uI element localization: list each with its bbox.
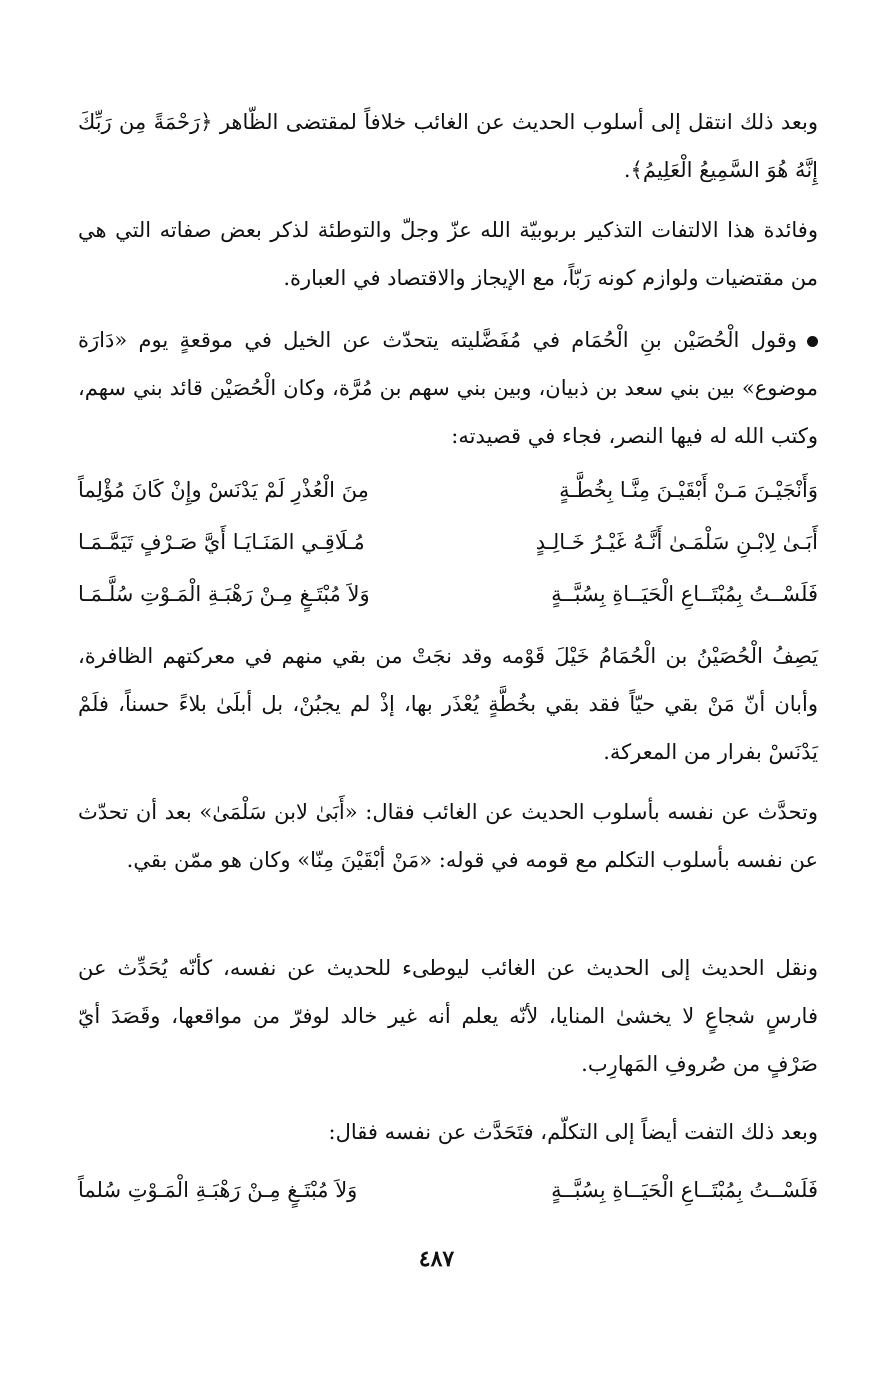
verse-1-second-hemistich: مِنَ الْعُذْرِ لَمْ يَدْنَسْ وإِنْ كَانَ مُؤْلِماً [78, 478, 369, 502]
verse-line-2 [78, 518, 818, 566]
paragraph-2: وفائدة هذا الالتفات التذكير بربوبيّة الله عزّ وجلّ والتوطئة لذكر بعض صفاته التي هي من مقتضيات ولوازم كونه رَبّاً، مع الإيجاز والاقتصاد في العبارة. [78, 218, 818, 290]
paragraph-3 [78, 316, 818, 460]
verse-3-second-hemistich: وَلاَ مُبْتَـغٍ مِـنْ رَهْبَـةِ الْمَـوْتِ سُلَّـمَـا [78, 582, 370, 606]
paragraph-5: وتحدَّث عن نفسه بأسلوب الحديث عن الغائب فقال: «أَبَىٰ لابن سَلْمَىٰ» بعد أن تحدّث عن نفسه بأسلوب التكلم مع قومه في قوله: «مَنْ أبْقَيْنَ مِنّا» وكان هو ممّن بقي. [78, 800, 818, 872]
final-verse-second-hemistich: وَلاَ مُبْتَـغٍ مِـنْ رَهْبَـةِ الْمَـوْتِ سُلماً [78, 1178, 358, 1202]
verse-3-first-hemistich: فَلَسْــتُ بِمُبْتَــاعِ الْحَيَــاةِ بِسُبَّــةٍ [551, 582, 818, 606]
verse-2-second-hemistich: مُـلَاقِـي المَنَـايَـا أَيَّ صَـرْفٍ تَيَمَّـمَـا [78, 530, 365, 554]
verse-line-1 [78, 466, 818, 514]
page-number: ٤٨٧ [418, 1246, 455, 1272]
verse-line-3 [78, 570, 818, 618]
bullet-icon [807, 336, 818, 347]
verse-1-first-hemistich: وَأَنْجَيْـنَ مَـنْ أَبْقَيْـنَ مِنَّـا بِخُطَّـةٍ [559, 478, 818, 502]
verse-line-final [78, 1166, 818, 1214]
paragraph-3-text: وقول الْحُصَيْن بنِ الْحُمَام في مُفَضَّليته يتحدّث عن الخيل في موقعةٍ يوم «دَارَة موضوع» بين بني سعد بن ذبيان، وبين بني سهم بن مُرَّة، وكان الْحُصَيْن قائد بني سهم، وكتب الله له فيها النصر، فجاء في قصيدته: [78, 328, 818, 448]
verse-2-first-hemistich: أَبَـىٰ لِابْـنِ سَلْمَـىٰ أَنَّـهُ غَيْـرُ خَـالِـدٍ [535, 530, 818, 554]
final-verse-first-hemistich: فَلَسْــتُ بِمُبْتَــاعِ الْحَيَــاةِ بِسُبَّــةٍ [551, 1178, 818, 1202]
paragraph-1: وبعد ذلك انتقل إلى أسلوب الحديث عن الغائب خلافاً لمقتضى الظّاهر ﴿رَحْمَةً مِن رَبِّكَ إِنَّهُ هُوَ السَّمِيعُ الْعَلِيمُ﴾. [78, 110, 818, 182]
paragraph-7: وبعد ذلك التفت أيضاً إلى التكلّم، فتَحَدَّث عن نفسه فقال: [328, 1120, 818, 1144]
paragraph-4: يَصِفُ الْحُصَيْنُ بن الْحُمَامُ خَيْلَ قَوْمه وقد نجَتْ من بقي منهم في معركتهم الظافرة، وأبان أنّ مَنْ بقي حيّاً فقد بقي بخُطَّةٍ يُعْذَر بها، إذْ لم يجبُنْ، بل أبلَىٰ بلاءً حسناً، فلَمْ يَدْنَسْ بفرار من المعركة. [78, 644, 818, 764]
paragraph-6: ونقل الحديث إلى الحديث عن الغائب ليوطىء للحديث عن نفسه، كأنّه يُحَدِّث عن فارسٍ شجاعٍ لا يخشىٰ المنايا، لأنّه يعلم أنه غير خالد لوفرّ من مواقعها، وقَصَدَ أيّ صَرْفٍ من صُروفِ المَهارِب. [78, 956, 818, 1076]
